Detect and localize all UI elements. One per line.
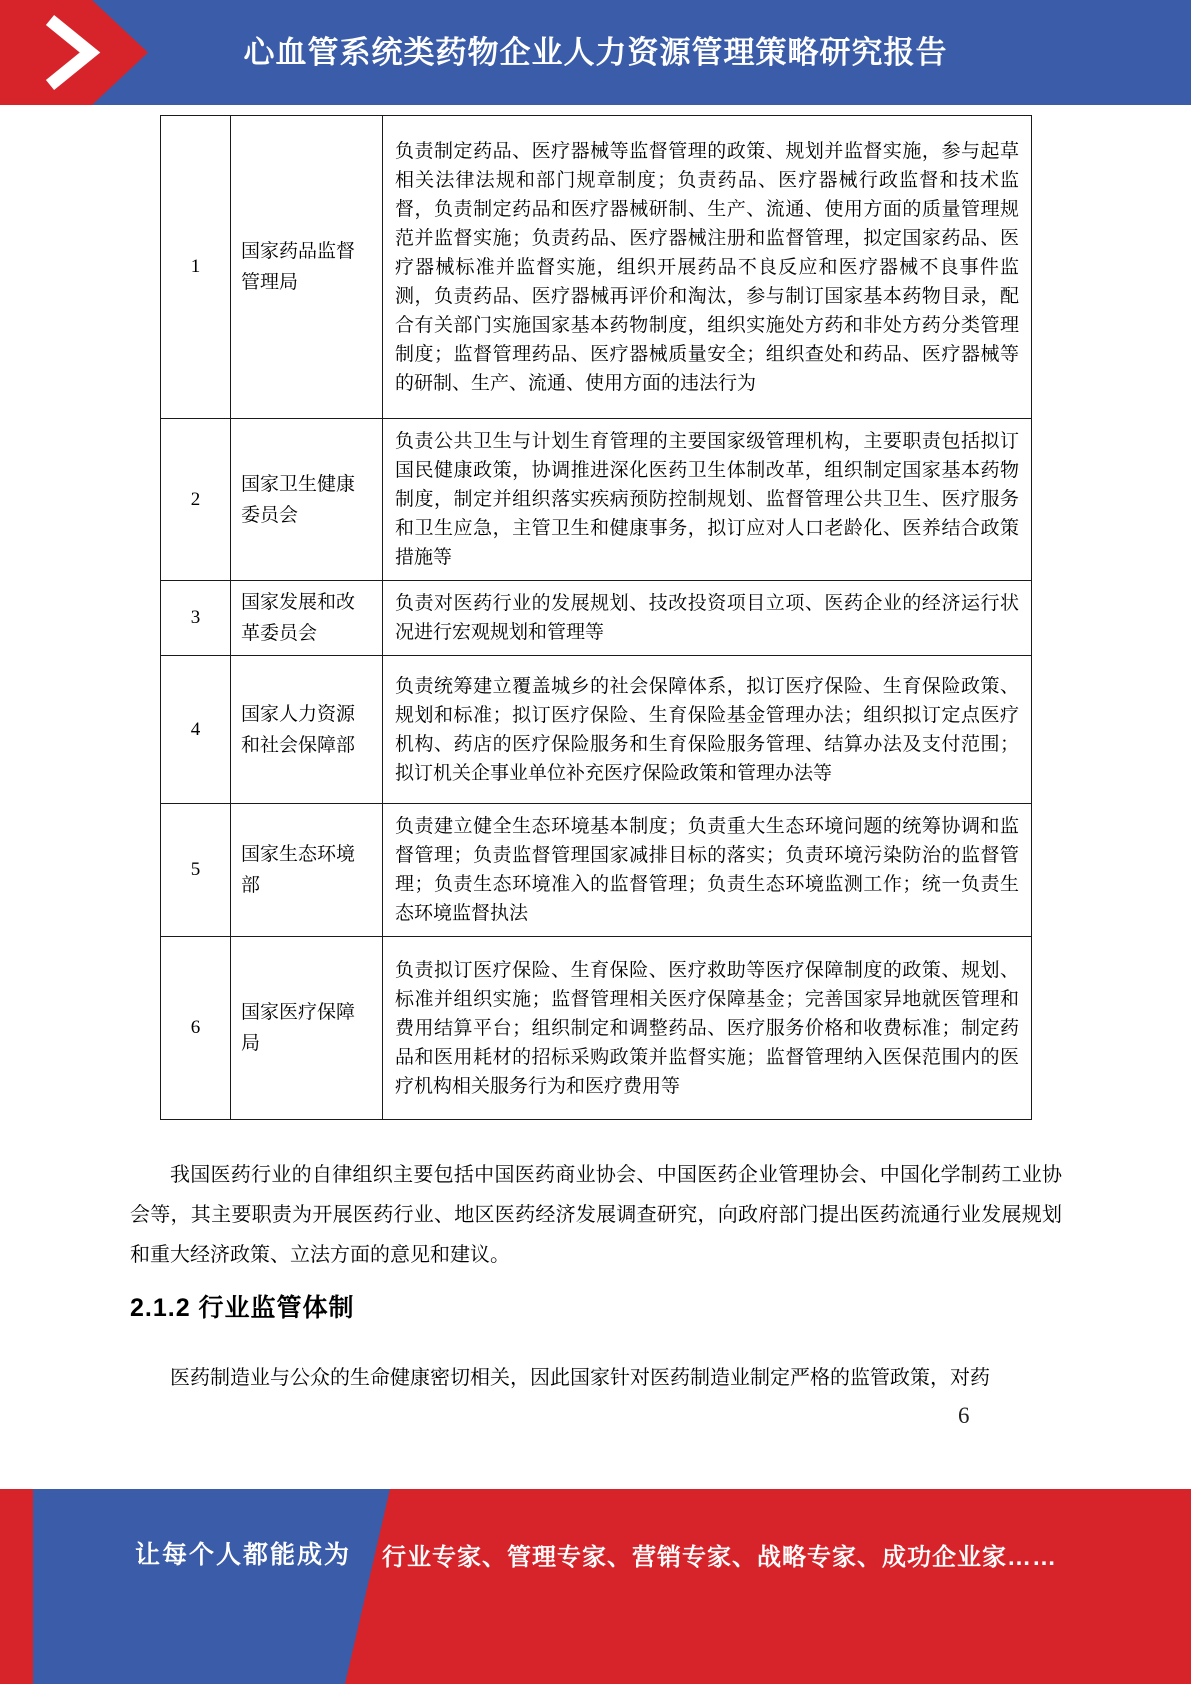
row-number: 6 bbox=[161, 937, 231, 1120]
table-row bbox=[161, 419, 1032, 581]
table-row bbox=[161, 804, 1032, 937]
table-row bbox=[161, 581, 1032, 656]
footer-bar bbox=[0, 1489, 1191, 1684]
table-row bbox=[161, 116, 1032, 419]
org-name: 国家发展和改革委员会 bbox=[231, 581, 383, 656]
org-name: 国家药品监督管理局 bbox=[231, 116, 383, 419]
org-duties: 负责统筹建立覆盖城乡的社会保障体系，拟订医疗保险、生育保险政策、规划和标准；拟订医疗保险、生育保险基金管理办法；组织拟订定点医疗机构、药店的医疗保险服务和生育保险服务管理、结算办法及支付范围；拟订机关企事业单位补充医疗保险政策和管理办法等 bbox=[383, 656, 1032, 804]
paragraph-regulation-intro: 医药制造业与公众的生命健康密切相关，因此国家针对医药制造业制定严格的监管政策，对药 bbox=[170, 1367, 990, 1389]
org-duties: 负责建立健全生态环境基本制度；负责重大生态环境问题的统筹协调和监督管理；负责监督管理国家减排目标的落实；负责环境污染防治的监督管理；负责生态环境准入的监督管理；负责生态环境监测工作；统一负责生态环境监督执法 bbox=[383, 804, 1032, 937]
org-name: 国家医疗保障局 bbox=[231, 937, 383, 1120]
row-number: 5 bbox=[161, 804, 231, 937]
footer-slogan-left: 让每个人都能成为 bbox=[135, 1541, 352, 1569]
table-row bbox=[161, 656, 1032, 804]
table-row bbox=[161, 937, 1032, 1120]
org-duties: 负责公共卫生与计划生育管理的主要国家级管理机构，主要职责包括拟订国民健康政策，协调推进深化医药卫生体制改革，组织制定国家基本药物制度，制定并组织落实疾病预防控制规划、监督管理公共卫生、医疗服务和卫生应急，主管卫生和健康事务，拟订应对人口老龄化、医养结合政策措施等 bbox=[383, 419, 1032, 581]
paragraph-self-regulation-orgs: 我国医药行业的自律组织主要包括中国医药商业协会、中国医药企业管理协会、中国化学制药工业协会等，其主要职责为开展医药行业、地区医药经济发展调查研究，向政府部门提出医药流通行业发展规划和重大经济政策、立法方面的意见和建议。 bbox=[130, 1164, 1062, 1266]
row-number: 2 bbox=[161, 419, 231, 581]
header-bar bbox=[0, 0, 1191, 105]
footer-blue-panel bbox=[33, 1489, 390, 1684]
org-duties: 负责制定药品、医疗器械等监督管理的政策、规划并监督实施，参与起草相关法律法规和部门规章制度；负责药品、医疗器械行政监督和技术监督，负责制定药品和医疗器械研制、生产、流通、使用方面的质量管理规范并监督实施；负责药品、医疗器械注册和监督管理，拟定国家药品、医疗器械标准并监督实施，组织开展药品不良反应和医疗器械不良事件监测，负责药品、医疗器械再评价和淘汰，参与制订国家基本药物目录，配合有关部门实施国家基本药物制度，组织实施处方药和非处方药分类管理制度；监督管理药品、医疗器械质量安全；组织查处和药品、医疗器械等的研制、生产、流通、使用方面的违法行为 bbox=[383, 116, 1032, 419]
row-number: 1 bbox=[161, 116, 231, 419]
report-title: 心血管系统类药物企业人力资源管理策略研究报告 bbox=[243, 35, 948, 70]
row-number: 4 bbox=[161, 656, 231, 804]
section-heading-2-1-2: 2.1.2 行业监管体制 bbox=[130, 1294, 355, 1322]
row-number: 3 bbox=[161, 581, 231, 656]
org-name: 国家生态环境部 bbox=[231, 804, 383, 937]
page-number: 6 bbox=[958, 1403, 970, 1428]
regulators-table bbox=[160, 115, 1032, 1120]
org-name: 国家人力资源和社会保障部 bbox=[231, 656, 383, 804]
org-duties: 负责对医药行业的发展规划、技改投资项目立项、医药企业的经济运行状况进行宏观规划和管理等 bbox=[383, 581, 1032, 656]
footer-slogan-right: 行业专家、管理专家、营销专家、战略专家、成功企业家…… bbox=[382, 1544, 1057, 1571]
org-duties: 负责拟订医疗保险、生育保险、医疗救助等医疗保障制度的政策、规划、标准并组织实施；监督管理相关医疗保障基金；完善国家异地就医管理和费用结算平台；组织制定和调整药品、医疗服务价格和收费标准；制定药品和医用耗材的招标采购政策并监督实施；监督管理纳入医保范围内的医疗机构相关服务行为和医疗费用等 bbox=[383, 937, 1032, 1120]
org-name: 国家卫生健康委员会 bbox=[231, 419, 383, 581]
